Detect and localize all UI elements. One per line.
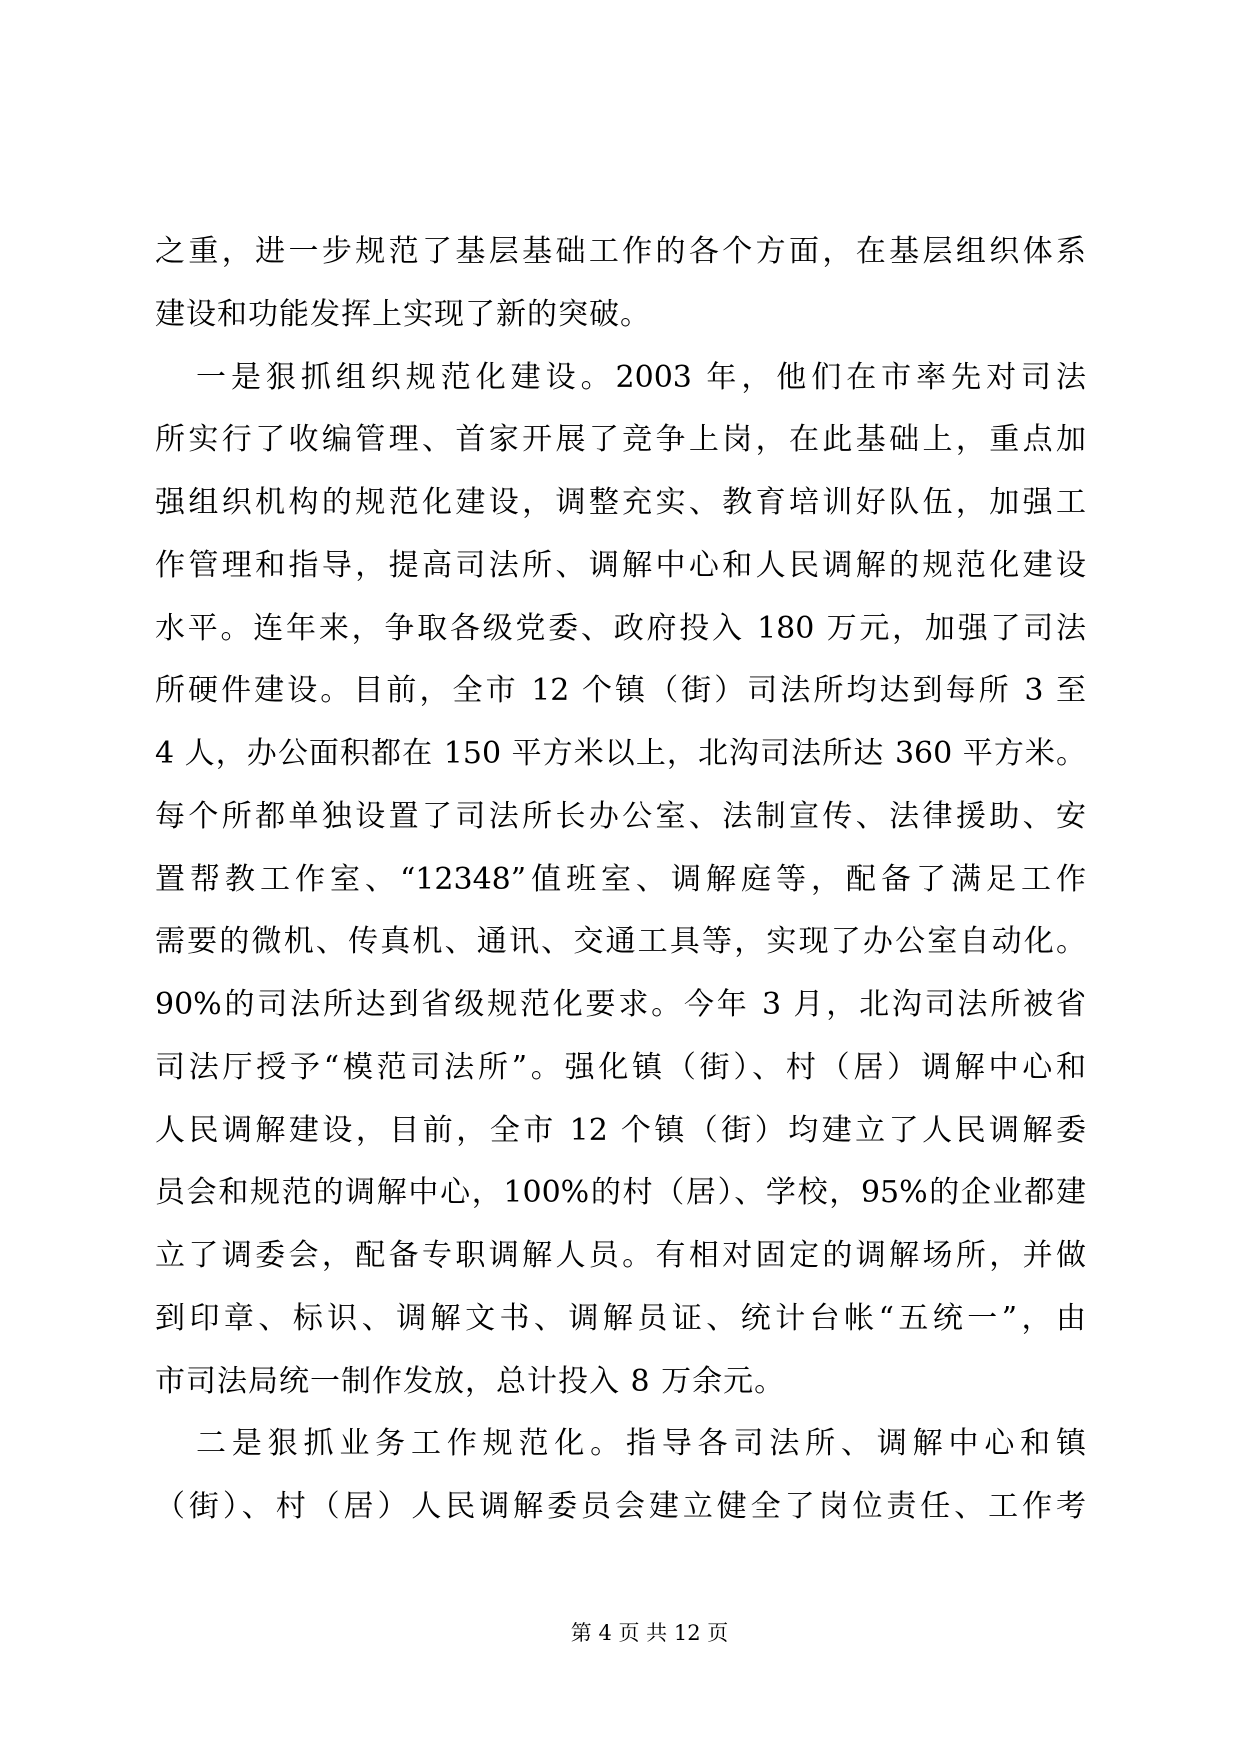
- text-line: 之重，进一步规范了基层基础工作的各个方面，在基层组织体系: [155, 234, 1086, 269]
- text-line: 90%的司法所达到省级规范化要求。今年 3 月，北沟司法所被省: [155, 987, 1086, 1022]
- text-line: 一是狠抓组织规范化建设。2003 年，他们在市率先对司法: [196, 359, 1086, 395]
- document-body: [155, 221, 1086, 1539]
- text-line: 市司法局统一制作发放，总计投入 8 万余元。: [155, 1363, 786, 1399]
- text-line: 作管理和指导，提高司法所、调解中心和人民调解的规范化建设: [155, 547, 1086, 583]
- page-number-footer: 第 4 页 共 12 页: [570, 1621, 729, 1645]
- text-line: 强组织机构的规范化建设，调整充实、教育培训好队伍，加强工: [155, 485, 1086, 520]
- text-line: 4 人，办公面积都在 150 平方米以上，北沟司法所达 360 平方米。: [155, 736, 1086, 771]
- text-line: 置帮教工作室、“12348”值班室、调解庭等，配备了满足工作: [155, 861, 1086, 897]
- text-line: 所实行了收编管理、首家开展了竞争上岗，在此基础上，重点加: [155, 422, 1086, 458]
- text-line: 所硬件建设。目前，全市 12 个镇（街）司法所均达到每所 3 至: [155, 673, 1086, 709]
- text-line: 立了调委会，配备专职调解人员。有相对固定的调解场所，并做: [155, 1238, 1086, 1273]
- text-line: 二是狠抓业务工作规范化。指导各司法所、调解中心和镇: [196, 1426, 1086, 1462]
- text-line: 需要的微机、传真机、通讯、交通工具等，实现了办公室自动化。: [155, 924, 1086, 960]
- text-line: 人民调解建设，目前，全市 12 个镇（街）均建立了人民调解委: [155, 1112, 1086, 1148]
- text-line: 到印章、标识、调解文书、调解员证、统计台帐“五统一”，由: [155, 1300, 1086, 1336]
- text-line: 建设和功能发挥上实现了新的突破。: [155, 296, 651, 332]
- text-line: 员会和规范的调解中心，100%的村（居）、学校，95%的企业都建: [155, 1175, 1086, 1211]
- text-line: （街）、村（居）人民调解委员会建立健全了岗位责任、工作考: [155, 1489, 1086, 1524]
- text-line: 每个所都单独设置了司法所长办公室、法制宣传、法律援助、安: [155, 798, 1086, 834]
- text-line: 司法厅授予“模范司法所”。强化镇（街）、村（居）调解中心和: [155, 1049, 1086, 1085]
- text-line: 水平。连年来，争取各级党委、政府投入 180 万元，加强了司法: [155, 610, 1086, 646]
